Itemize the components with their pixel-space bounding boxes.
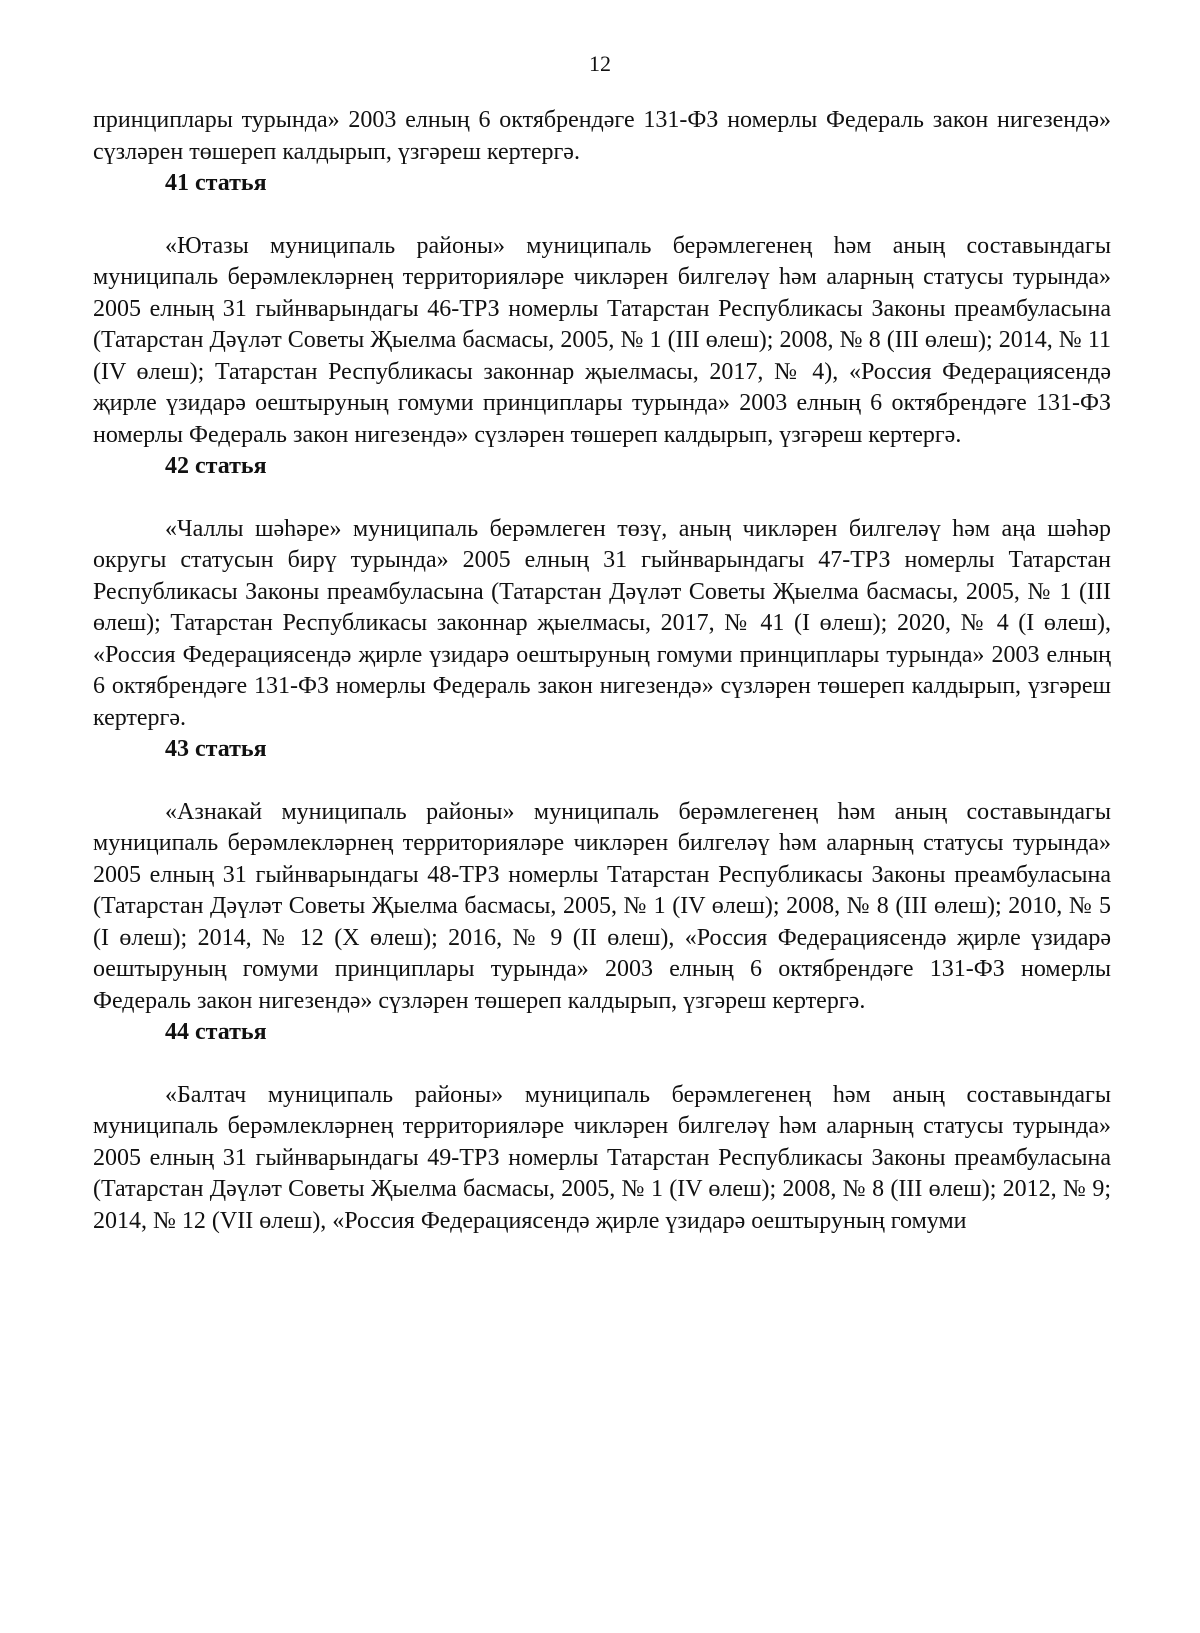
article-41-text: «Ютазы муниципаль районы» муниципаль берәмлегенең һәм аның составындагы муниципаль берәмлекләрнең территорияләре чикләрен билгеләү һәм аларның статусы турында» 2005 елның 31 гыйнварындагы 46-ТРЗ номерлы Татарстан Республикасы Законы преамбуласына (Татарстан Дәүләт Советы Җыелма басмасы, 2005, № 1 (III өлеш); 2008, № 8 (III өлеш); 2014, № 11 (IV өлеш); Татарстан Республикасы законнар җыелмасы, 2017, № 4), «Россия Федерациясендә җирле үзидарә оештыруның гомуми принциплары турында» 2003 елның 6 октябрендәге 131-ФЗ номерлы Федераль закон нигезендә» сүзләрен төшереп калдырып, үзгәреш кертергә. (93, 232, 1111, 448)
article-41-heading: 41 статья (165, 170, 267, 196)
article-42-text: «Чаллы шәһәре» муниципаль берәмлеген төзү, аның чикләрен билгеләү һәм аңа шәһәр округы статусын бирү турында» 2005 елның 31 гыйнварындагы 47-ТРЗ номерлы Татарстан Республикасы Законы преамбуласына (Татарстан Дәүләт Советы Җыелма басмасы, 2005, № 1 (III өлеш); Татарстан Республикасы законнар җыелмасы, 2017, № 41 (I өлеш); 2020, № 4 (I өлеш), «Россия Федерациясендә җирле үзидарә оештыруның гомуми принциплары турында» 2003 елның 6 октябрендәге 131-ФЗ номерлы Федераль закон нигезендә» сүзләрен төшереп калдырып, үзгәреш кертергә. (93, 515, 1111, 731)
page-number: 12 (589, 51, 611, 76)
article-43-heading: 43 статья (165, 736, 267, 762)
document-body (93, 105, 1111, 1237)
article-42-heading: 42 статья (165, 453, 267, 479)
article-43-text: «Азнакай муниципаль районы» муниципаль берәмлегенең һәм аның составындагы муниципаль берәмлекләрнең территорияләре чикләрен билгеләү һәм аларның статусы турында» 2005 елның 31 гыйнварындагы 48-ТРЗ номерлы Татарстан Республикасы Законы преамбуласына (Татарстан Дәүләт Советы Җыелма басмасы, 2005, № 1 (IV өлеш); 2008, № 8 (III өлеш); 2010, № 5 (I өлеш); 2014, № 12 (X өлеш); 2016, № 9 (II өлеш), «Россия Федерациясендә җирле үзидарә оештыруның гомуми принциплары турында» 2003 елның 6 октябрендәге 131-ФЗ номерлы Федераль закон нигезендә» сүзләрен төшереп калдырып, үзгәреш кертергә. (93, 798, 1111, 1014)
article-44-heading: 44 статья (165, 1019, 267, 1045)
intro-paragraph: принциплары турында» 2003 елның 6 октябрендәге 131-ФЗ номерлы Федераль закон нигезендә» сүзләрен төшереп калдырып, үзгәреш кертергә. (93, 107, 1111, 165)
article-44-text: «Балтач муниципаль районы» муниципаль берәмлегенең һәм аның составындагы муниципаль берәмлекләрнең территорияләре чикләрен билгеләү һәм аларның статусы турында» 2005 елның 31 гыйнварындагы 49-ТРЗ номерлы Татарстан Республикасы Законы преамбуласына (Татарстан Дәүләт Советы Җыелма басмасы, 2005, № 1 (IV өлеш); 2008, № 8 (III өлеш); 2012, № 9; 2014, № 12 (VII өлеш), «Россия Федерациясендә җирле үзидарә оештыруның гомуми (93, 1081, 1111, 1234)
